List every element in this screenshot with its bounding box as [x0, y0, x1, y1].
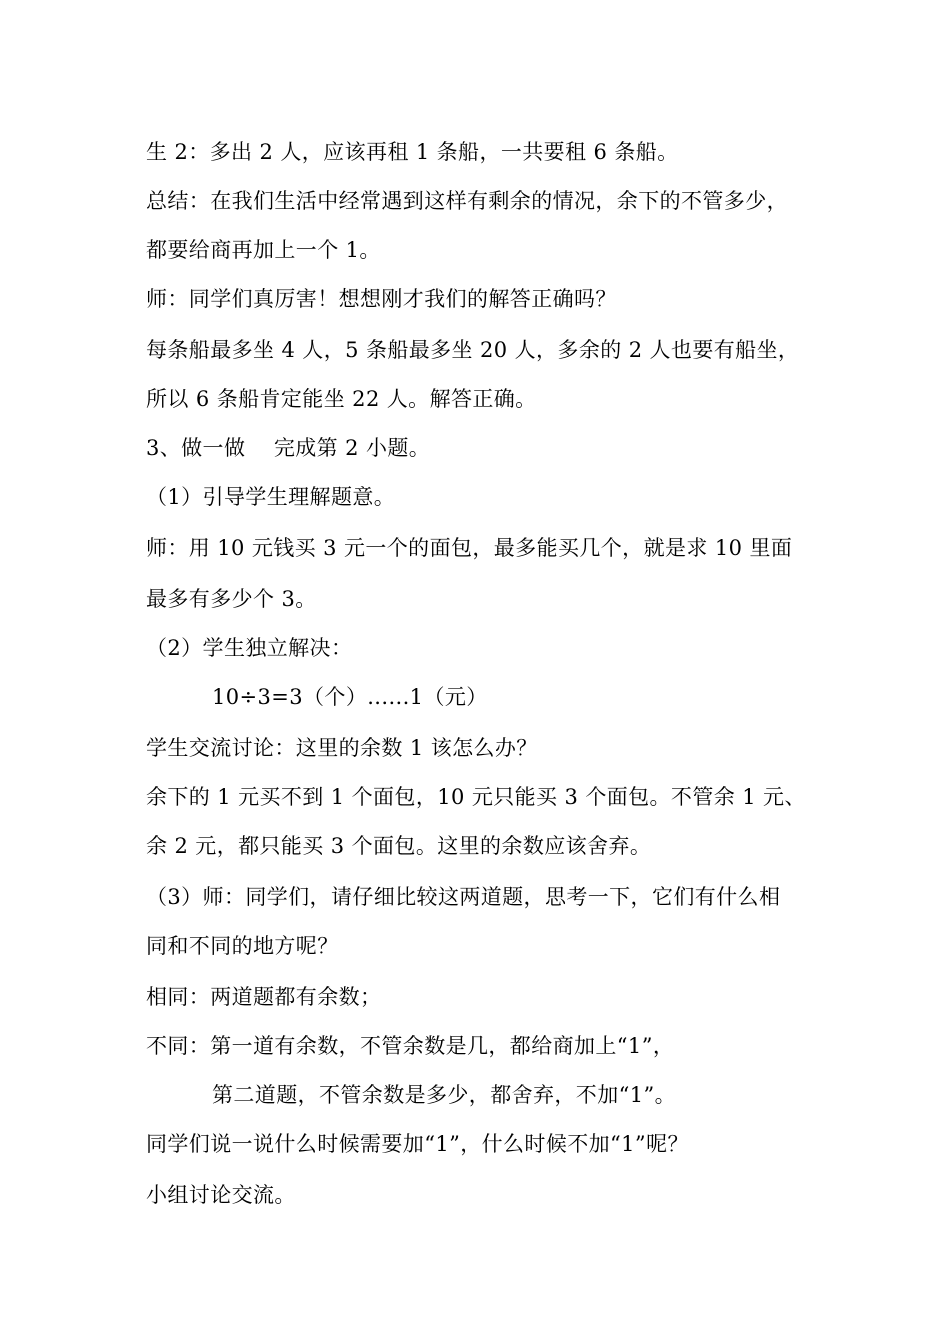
text-line: （2）学生独立解决： — [146, 636, 353, 660]
text-line: 师：用 10 元钱买 3 元一个的面包，最多能买几个，就是求 10 里面 — [146, 536, 793, 560]
text-line: 每条船最多坐 4 人，5 条船最多坐 20 人，多余的 2 人也要有船坐， — [146, 338, 800, 362]
section-heading: 3、做一做 完成第 2 小题。 — [146, 436, 431, 460]
text-line: 同学们说一说什么时候需要加“1”，什么时候不加“1”呢？ — [146, 1132, 689, 1156]
text-line: 最多有多少个 3。 — [146, 587, 317, 611]
text-line: 余 2 元，都只能买 3 个面包。这里的余数应该舍弃。 — [146, 834, 652, 858]
text-line: （3）师：同学们，请仔细比较这两道题，思考一下，它们有什么相 — [146, 885, 781, 909]
text-line: 不同：第一道有余数，不管余数是几，都给商加上“1”， — [146, 1034, 675, 1058]
text-line: 总结：在我们生活中经常遇到这样有剩余的情况，余下的不管多少， — [146, 189, 788, 213]
text-line: （1）引导学生理解题意。 — [146, 485, 396, 509]
text-line: 同和不同的地方呢？ — [146, 934, 339, 958]
text-line: 余下的 1 元买不到 1 个面包，10 元只能买 3 个面包。不管余 1 元、 — [146, 785, 806, 809]
text-line: 所以 6 条船肯定能坐 22 人。解答正确。 — [146, 387, 537, 411]
equation-line: 10÷3=3（个）......1（元） — [212, 685, 488, 709]
text-line: 相同：两道题都有余数； — [146, 985, 382, 1009]
text-line: 第二道题，不管余数是多少，都舍弃，不加“1”。 — [212, 1083, 677, 1107]
text-line: 小组讨论交流。 — [146, 1183, 296, 1207]
text-line: 师：同学们真厉害！想想刚才我们的解答正确吗？ — [146, 287, 617, 311]
text-line: 学生交流讨论：这里的余数 1 该怎么办？ — [146, 736, 538, 760]
text-line: 都要给商再加上一个 1。 — [146, 238, 381, 262]
text-line: 生 2：多出 2 人，应该再租 1 条船，一共要租 6 条船。 — [146, 140, 679, 164]
